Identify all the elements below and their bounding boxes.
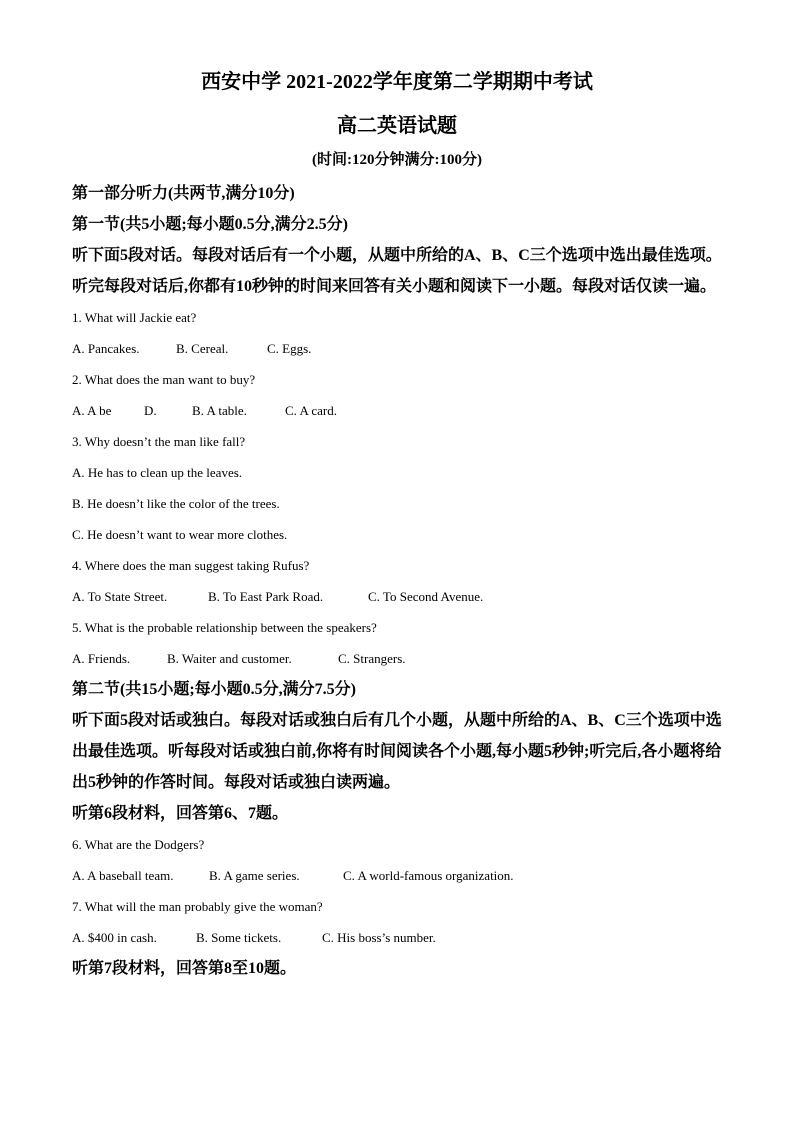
option-a: A. A be bbox=[72, 403, 112, 418]
question-2-options bbox=[72, 395, 722, 426]
option-a: A. A baseball team. bbox=[72, 868, 174, 883]
option-b: B. Waiter and customer. bbox=[167, 651, 292, 666]
option-a: A. Pancakes. bbox=[72, 341, 140, 356]
option-c: C. Eggs. bbox=[267, 341, 312, 356]
question-5: 5. What is the probable relationship between the speakers? bbox=[72, 620, 377, 635]
option-b: B. Some tickets. bbox=[196, 930, 282, 945]
option-b: B. He doesn’t like the color of the trees. bbox=[72, 496, 280, 511]
question-1: 1. What will Jackie eat? bbox=[72, 310, 197, 325]
exam-subtitle: 高二英语试题 bbox=[337, 115, 457, 137]
option-c: C. A world-famous organization. bbox=[343, 868, 514, 883]
option-b: B. Cereal. bbox=[176, 341, 229, 356]
exam-body bbox=[72, 178, 722, 984]
question-4-options bbox=[72, 581, 722, 612]
material-6-heading: 听第6段材料，回答第6、7题。 bbox=[72, 805, 289, 822]
option-a: A. $400 in cash. bbox=[72, 930, 157, 945]
option-b: B. To East Park Road. bbox=[208, 589, 324, 604]
option-a: A. He has to clean up the leaves. bbox=[72, 465, 243, 480]
section2-heading: 第二节(共15小题;每小题0.5分,满分7.5分) bbox=[72, 681, 356, 698]
option-c: C. Strangers. bbox=[338, 651, 406, 666]
section2-instructions: 听下面5段对话或独白。每段对话或独白后有几个小题，从题中所给的A、B、C三个选项中选出最佳选项。听每段对话或独白前,你将有时间阅读各个小题,每小题5秒钟;听完后,各小题将给出5秒钟的作答时间。每段对话或独白读两遍。 bbox=[72, 712, 722, 791]
option-a: A. To State Street. bbox=[72, 589, 168, 604]
question-1-options bbox=[72, 333, 722, 364]
question-2: 2. What does the man want to buy? bbox=[72, 372, 256, 387]
material-7-heading: 听第7段材料，回答第8至10题。 bbox=[72, 960, 297, 977]
option-a: A. Friends. bbox=[72, 651, 131, 666]
section1-heading: 第一节(共5小题;每小题0.5分,满分2.5分) bbox=[72, 216, 348, 233]
question-3: 3. Why doesn’t the man like fall? bbox=[72, 434, 246, 449]
option-b: B. A table. bbox=[192, 403, 247, 418]
time-info: (时间:120分钟满分:100分) bbox=[312, 152, 482, 168]
part1-heading: 第一部分听力(共两节,满分10分) bbox=[72, 185, 295, 202]
option-d: D. bbox=[144, 403, 157, 418]
option-c: C. A card. bbox=[285, 403, 337, 418]
question-4: 4. Where does the man suggest taking Rufus? bbox=[72, 558, 310, 573]
question-6: 6. What are the Dodgers? bbox=[72, 837, 205, 852]
option-b: B. A game series. bbox=[209, 868, 300, 883]
question-5-options bbox=[72, 643, 722, 674]
option-c: C. To Second Avenue. bbox=[368, 589, 484, 604]
option-c: C. His boss’s number. bbox=[322, 930, 436, 945]
question-7: 7. What will the man probably give the woman? bbox=[72, 899, 323, 914]
section1-instructions: 听下面5段对话。每段对话后有一个小题，从题中所给的A、B、C三个选项中选出最佳选项。听完每段对话后,你都有10秒钟的时间来回答有关小题和阅读下一小题。每段对话仅读一遍。 bbox=[72, 247, 722, 295]
option-c: C. He doesn’t want to wear more clothes. bbox=[72, 527, 288, 542]
question-7-options bbox=[72, 922, 722, 953]
question-6-options bbox=[72, 860, 722, 891]
exam-title: 西安中学 2021-2022学年度第二学期期中考试 bbox=[201, 71, 593, 93]
